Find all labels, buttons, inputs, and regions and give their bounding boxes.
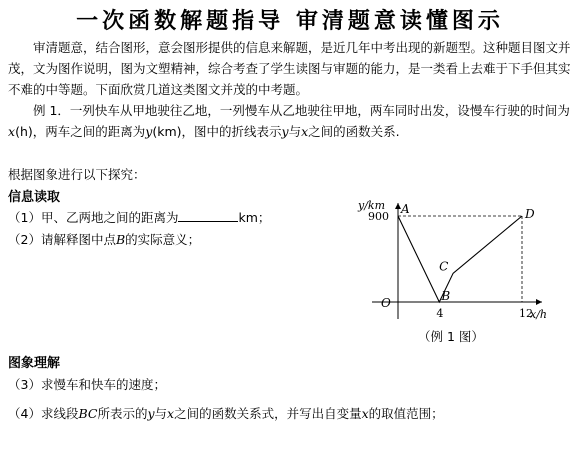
y-tick-label-900: 900	[368, 210, 389, 223]
q4-mid-3: 之间的函数关系式，并写出自变量	[174, 406, 362, 421]
q4-x: x	[167, 406, 175, 421]
q4-mid-1: 所表示的	[97, 406, 148, 421]
y-unit: (km)	[152, 124, 182, 139]
x-unit: (h)	[15, 124, 33, 139]
page-title: 一次函数解题指导 审清题意读懂图示	[76, 8, 504, 34]
example-tail-1: ，图中的折线表示	[181, 124, 282, 139]
x-tick-label-12: 12	[519, 307, 533, 320]
q4-text: （4）求线段	[8, 406, 79, 421]
section-info-reading: 信息读取	[8, 190, 61, 205]
answer-blank	[178, 209, 238, 222]
q4-y: y	[147, 406, 155, 421]
y-variable-2: y	[281, 124, 289, 139]
intro-paragraph: 审清题意，结合图形，意会图形提供的信息来解题，是近几年中考出现的新题型。这种题目图文并茂，文为图作说明，图为文塑精神，综合考查了学生读图与审题的能力，是一类看上去难于下手但其实不难的中等题。下面欣赏几道这类图文并茂的中考题。	[8, 40, 571, 97]
y-axis-label: y/km	[358, 199, 386, 212]
explore-text: 根据图象进行以下探究：	[8, 167, 146, 182]
x-axis-label: x/h	[530, 308, 547, 321]
q4-segment: BC	[78, 406, 98, 421]
point-label-C: C	[439, 259, 449, 274]
y-variable: y	[145, 124, 153, 139]
x-tick-label-4: 4	[436, 307, 444, 320]
x-variable: x	[8, 124, 16, 139]
x-axis-arrow	[536, 299, 542, 305]
example-tail-3: 之间的函数关系.	[308, 124, 400, 139]
point-label-D: D	[525, 207, 535, 221]
point-label-A: A	[401, 202, 410, 216]
q4-x-2: x	[361, 406, 369, 421]
example-paragraph	[8, 100, 572, 142]
origin-label: O	[381, 296, 391, 310]
question-4	[8, 404, 444, 422]
point-label-B: B	[441, 289, 451, 303]
q1-text: （1）甲、乙两地之间的距离为	[8, 210, 179, 225]
x-variable-2: x	[301, 124, 309, 139]
q2-tail: 的实际意义；	[125, 232, 201, 247]
example-tail-2: 与	[288, 124, 302, 139]
example-lead: 例 1．一列快车从甲地驶往乙地，一列慢车从乙地驶往甲地，两车同时出发，设慢车行驶的时间为	[33, 103, 570, 118]
q2-point: B	[115, 232, 126, 247]
question-1	[8, 208, 270, 226]
section-graph-understanding: 图象理解	[8, 356, 61, 371]
figure-caption: （例 1 图）	[418, 329, 484, 344]
example-mid: ，两车之间的距离为	[32, 124, 146, 139]
series-line	[398, 216, 522, 302]
q4-mid-2: 与	[154, 406, 168, 421]
q1-unit: km；	[238, 210, 271, 225]
q2-text: （2）请解释图中点	[8, 232, 116, 247]
question-3: （3）求慢车和快车的速度；	[8, 377, 166, 392]
q4-tail: 的取值范围；	[368, 406, 444, 421]
function-graph	[352, 195, 552, 325]
question-2	[8, 230, 200, 248]
